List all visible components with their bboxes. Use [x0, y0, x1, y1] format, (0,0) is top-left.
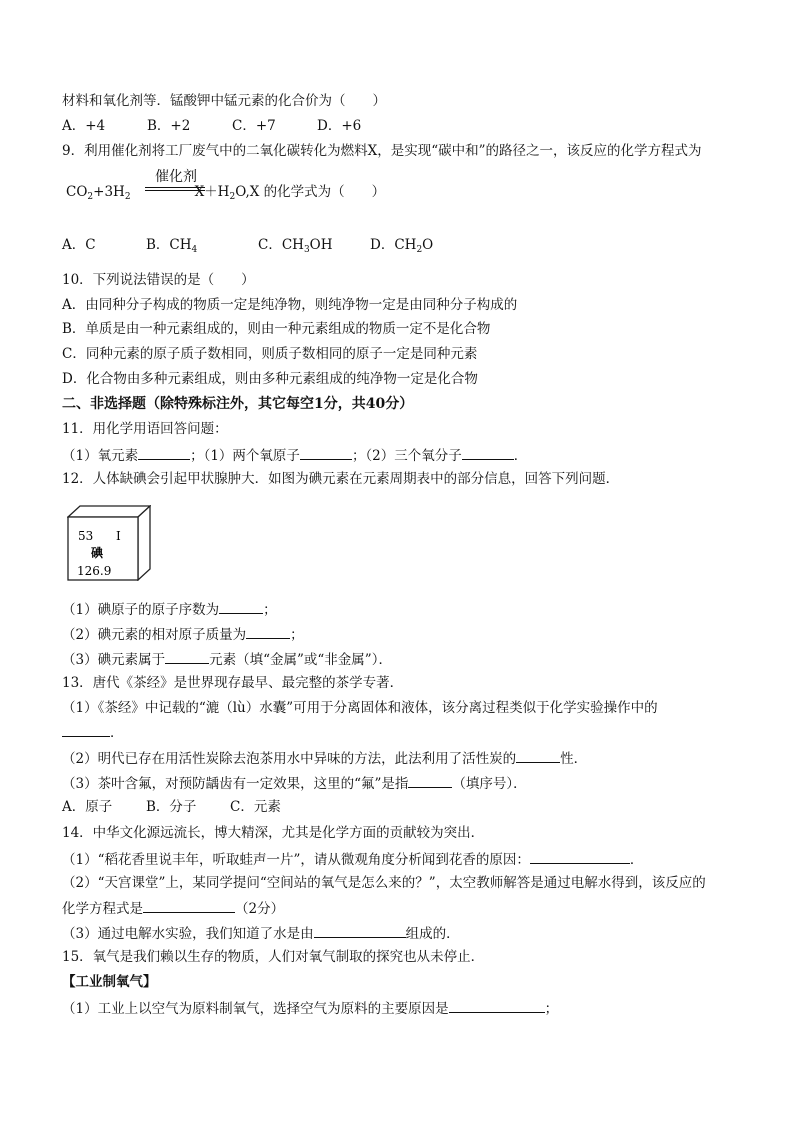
- q14-blank-1[interactable]: [530, 849, 630, 864]
- q10-option-c: C．同种元素的原子质子数相同，则质子数相同的原子一定是同种元素: [62, 346, 478, 362]
- q14-blank-2[interactable]: [143, 898, 235, 913]
- q13-sub-1: （1）《茶经》中记载的“漉（lù）水囊”可用于分离固体和液体，该分离过程类似于化学实验操作中的: [62, 700, 658, 716]
- q14-sub-2-cont: 化学方程式是 （2分）: [62, 898, 284, 918]
- q9-stem: 9．利用催化剂将工厂废气中的二氧化碳转化为燃料X，是实现“碳中和”的路径之一，该反应的化学方程式为: [62, 143, 702, 159]
- q11-line: （1）氧元素 ；（1）两个氧原子 ；（2）三个氧分子 ．: [62, 445, 527, 465]
- q14-sub-3: （3）通过电解水实验，我们知道了水是由 组成的．: [62, 923, 460, 943]
- q9-option-d: D．$CH_2O$: [370, 237, 434, 255]
- q8-option-a: A．+4: [62, 118, 106, 134]
- q9-equation: $CO_2+3H_2$ $X+H_2O,X$ 的化学式为（ ）: [66, 184, 386, 202]
- tile-symbol: I: [116, 529, 121, 543]
- q9-option-a: A．C: [62, 237, 96, 253]
- q8-option-d: D．+6: [317, 118, 362, 134]
- q9-options: [62, 236, 433, 259]
- q14-stem: 14．中华文化源远流长，博大精深，尤其是化学方面的贡献较为突出．: [62, 825, 485, 841]
- q10-option-a: A．由同种分子构成的物质一定是纯净物，则纯净物一定是由同种分子构成的: [62, 297, 518, 313]
- q8-options: [62, 117, 361, 135]
- q9-option-b: B．$CH_4$: [146, 237, 198, 255]
- q9-option-c: C．$CH_3OH$: [258, 237, 333, 255]
- q13-blank-3[interactable]: [408, 773, 452, 788]
- q13-option-a: A．原子: [62, 799, 113, 815]
- q13-sub-2: （2）明代已存在用活性炭除去泡茶用水中异味的方法，此法利用了活性炭的 性．: [62, 748, 587, 768]
- q14-blank-3[interactable]: [314, 923, 406, 938]
- q15-sub-1: （1）工业上以空气为原料制氧气，选择空气为原料的主要原因是 ；: [62, 998, 558, 1018]
- q12-sub-1: （1）碘原子的原子序数为 ；: [62, 599, 277, 619]
- q12-blank-2[interactable]: [246, 624, 290, 639]
- q12-sub-2: （2）碘元素的相对原子质量为 ；: [62, 624, 304, 644]
- q13-option-b: B．分子: [146, 799, 197, 815]
- q11-blank-3[interactable]: [462, 445, 514, 460]
- q15-blank-1[interactable]: [449, 998, 545, 1013]
- q13-sub-1-answer: ．: [62, 722, 124, 742]
- q12-blank-1[interactable]: [219, 599, 263, 614]
- q12-sub-3: （3）碘元素属于 元素（填“金属”或“非金属”）．: [62, 649, 392, 669]
- q11-blank-1[interactable]: [138, 445, 190, 460]
- q15-heading: 【工业制氧气】: [62, 974, 157, 990]
- q15-stem: 15．氧气是我们赖以生存的物质，人们对氧气制取的探究也从未停止．: [62, 949, 485, 965]
- q11-stem: 11．用化学用语回答问题：: [62, 421, 228, 437]
- q8-line: 材料和氧化剂等．锰酸钾中锰元素的化合价为（ ）: [62, 93, 386, 109]
- q8-option-b: B．+2: [147, 118, 191, 134]
- q14-sub-2: （2）“天宫课堂”上，某同学提问“空间站的氧气是怎么来的？”，太空教师解答是通过电解水得到，该反应的: [62, 875, 706, 891]
- q13-blank-1[interactable]: [62, 722, 110, 737]
- q12-stem: 12．人体缺碘会引起甲状腺肿大．如图为碘元素在元素周期表中的部分信息，回答下列问题．: [62, 471, 620, 487]
- q13-blank-2[interactable]: [516, 748, 560, 763]
- q12-blank-3[interactable]: [165, 649, 209, 664]
- q8-option-c: C．+7: [232, 118, 276, 134]
- q14-sub-1: （1）“稻花香里说丰年，听取蛙声一片”，请从微观角度分析闻到花香的原因： ．: [62, 849, 643, 869]
- iodine-element-tile: [67, 505, 151, 581]
- q13-option-c: C．元素: [230, 799, 281, 815]
- q13-sub-3: （3）茶叶含氟，对预防龋齿有一定效果，这里的“氟”是指 （填序号）．: [62, 773, 527, 793]
- q10-option-b: B．单质是由一种元素组成的，则由一种元素组成的物质一定不是化合物: [62, 321, 491, 337]
- tile-atomic-mass: 126.9: [77, 564, 112, 578]
- q11-blank-2[interactable]: [300, 445, 352, 460]
- q10-option-d: D．化合物由多种元素组成，则由多种元素组成的纯净物一定是化合物: [62, 371, 478, 387]
- tile-element-name: 碘: [91, 546, 104, 560]
- q10-stem: 10．下列说法错误的是（ ）: [62, 272, 255, 288]
- q9-catalyst-label: 催化剂: [155, 169, 197, 185]
- section-2-heading: 二、非选择题（除特殊标注外，其它每空1分，共40分）: [62, 396, 414, 412]
- tile-atomic-number: 53: [78, 529, 94, 543]
- q13-stem: 13．唐代《茶经》是世界现存最早、最完整的茶学专著．: [62, 675, 404, 691]
- q13-options: [62, 798, 281, 816]
